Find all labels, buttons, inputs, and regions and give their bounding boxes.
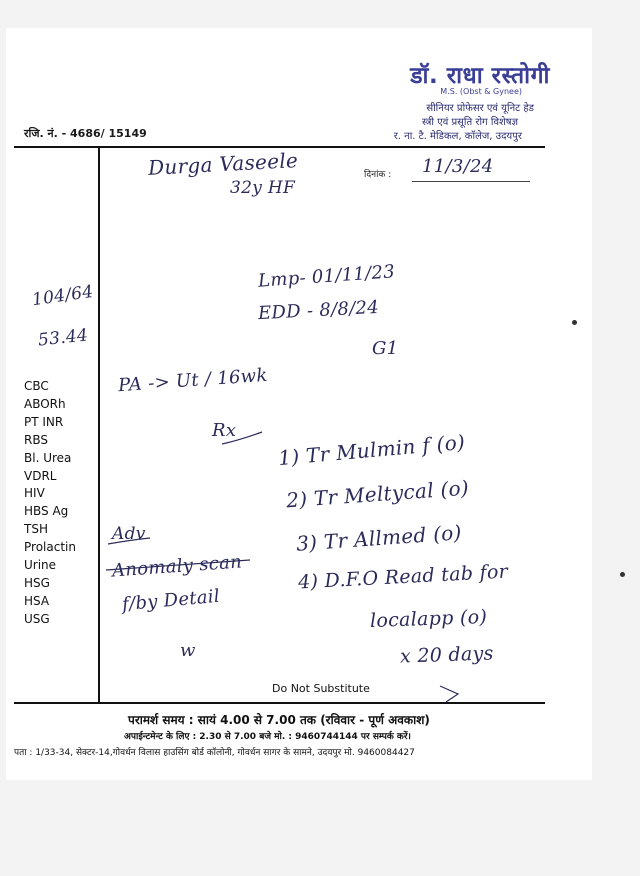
test-item: PT INR — [24, 414, 64, 429]
medication-line: 3) Tr Allmed (o) — [295, 520, 463, 556]
left-column-divider — [98, 147, 100, 702]
footer-divider — [14, 702, 545, 704]
advice-line: f/by Detail — [121, 585, 221, 616]
do-not-substitute: Do Not Substitute — [272, 682, 370, 695]
paper-speck — [572, 320, 577, 325]
advice-line: Anomaly scan — [111, 551, 243, 582]
gravida-note: G1 — [372, 338, 399, 359]
test-item: TSH — [24, 522, 48, 537]
doctor-degree: M.S. (Obst & Gynee) — [440, 87, 522, 96]
tests-list — [24, 378, 76, 629]
medication-line: 2) Tr Meltycal (o) — [285, 475, 470, 513]
date-value: 11/3/24 — [422, 156, 494, 177]
header-divider — [14, 146, 545, 148]
medication-line: 4) D.F.O Read tab for — [297, 560, 509, 594]
test-item: HSG — [24, 575, 50, 590]
medication-line: 1) Tr Mulmin f (o) — [277, 429, 467, 471]
test-item: RBS — [24, 432, 48, 447]
date-label: दिनांक : — [364, 170, 392, 180]
consultation-time: परामर्श समय : सायं 4.00 से 7.00 तक (रविवार - पूर्ण अवकाश) — [128, 713, 430, 727]
pa-note: PA -> Ut / 16wk — [117, 364, 269, 397]
advice-mark: Adv — [112, 524, 146, 544]
duration-note: x 20 days — [399, 642, 495, 668]
test-item: ABORh — [24, 396, 66, 411]
test-item: HBS Ag — [24, 504, 69, 519]
vitals-bp: 104/64 — [30, 281, 95, 311]
doctor-name: डॉ. राधा रस्तोगी — [410, 63, 550, 89]
test-item: USG — [24, 611, 50, 626]
rx-mark: Rx — [212, 420, 237, 441]
test-item: Prolactin — [24, 540, 76, 555]
edd-note: EDD - 8/8/24 — [257, 296, 380, 325]
clinic-address: पता : 1/33-34, सेक्टर-14,गोवर्धन विलास हाउसिंग बोर्ड कॉलोनी, गोवर्धन सागर के सामने, उदयपुर मो. 9460084427 — [14, 748, 415, 758]
doctor-specialty: स्त्री एवं प्रसूति रोग विशेषज्ञ — [422, 117, 518, 128]
test-item: CBC — [24, 379, 49, 393]
doctor-college: र. ना. टै. मेडिकल, कॉलेज, उदयपुर — [393, 131, 522, 142]
registration-number: रजि. नं. - 4686/ 15149 — [24, 127, 147, 140]
patient-age: 32y HF — [230, 178, 296, 198]
advice-line: w — [180, 640, 196, 661]
medication-line: localapp (o) — [369, 605, 488, 633]
lmp-note: Lmp- 01/11/23 — [257, 261, 396, 292]
test-item: HSA — [24, 593, 50, 608]
test-item: HIV — [24, 486, 45, 501]
test-item: VDRL — [24, 468, 57, 483]
test-item: Bl. Urea — [24, 450, 72, 465]
doctor-title: सीनियर प्रोफेसर एवं यूनिट हेड — [426, 103, 534, 114]
test-item: Urine — [24, 558, 57, 573]
appointment-info: अपाईन्टमेन्ट के लिए : 2.30 से 7.00 बजे मो. : 9460744144 पर सम्पर्क करें। — [124, 732, 411, 742]
date-underline — [412, 181, 530, 182]
patient-name: Durga Vaseele — [147, 148, 299, 180]
vitals-weight: 53.44 — [37, 325, 90, 351]
paper-speck — [620, 572, 625, 577]
